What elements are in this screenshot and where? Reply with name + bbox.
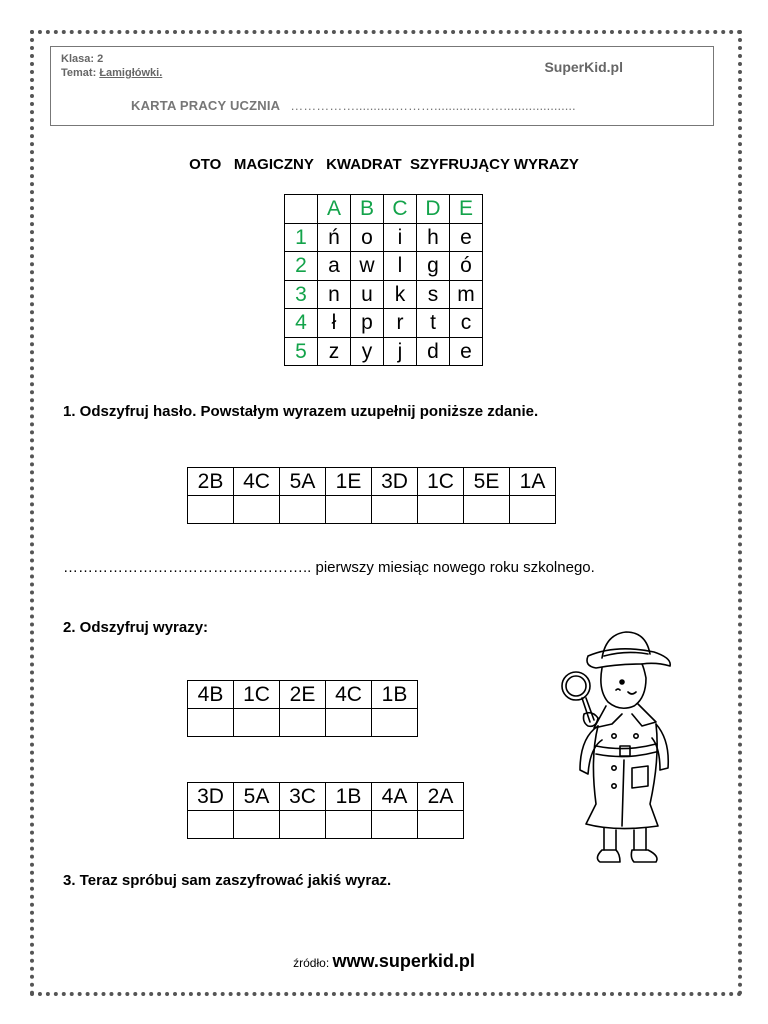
code-cell: 3D [372,468,418,496]
answer-cell[interactable] [510,496,556,524]
code-cell: 3C [280,783,326,811]
cipher-cell: p [351,309,384,338]
code-row [188,468,556,496]
brand-label: SuperKid.pl [544,59,623,75]
cipher-cell: e [450,337,483,366]
cipher-cell: i [384,223,417,252]
code-cell: 4C [326,681,372,709]
cipher-cell: c [450,309,483,338]
cipher-col-header: B [351,195,384,224]
cipher-cell: ń [318,223,351,252]
code-cell: 1E [326,468,372,496]
answer-cell[interactable] [326,496,372,524]
cipher-cell: g [417,252,450,281]
cipher-cell: n [318,280,351,309]
code-row [188,681,418,709]
answer-cell[interactable] [372,709,418,737]
sentence-text: pierwszy miesiąc nowego roku szkolnego. [311,559,595,576]
page-title: OTO MAGICZNY KWADRAT SZYFRUJĄCY WYRAZY [189,156,579,173]
answer-cell[interactable] [326,811,372,839]
code-cell: 1C [234,681,280,709]
answer-cell[interactable] [464,496,510,524]
cipher-square [284,194,483,366]
cipher-cell: ł [318,309,351,338]
cipher-cell: a [318,252,351,281]
answer-cell[interactable] [372,496,418,524]
sentence-fill-dots: ………………………………………….. [63,559,312,576]
cipher-cell: l [384,252,417,281]
cipher-cell: t [417,309,450,338]
cipher-row-header: 3 [285,280,318,309]
header-box [50,46,714,126]
cipher-corner-cell [285,195,318,224]
answer-cell[interactable] [234,709,280,737]
footer [0,951,768,972]
header-info [61,52,162,80]
cipher-row-header: 5 [285,337,318,366]
code-cell: 1B [326,783,372,811]
code-cell: 5A [234,783,280,811]
source-url: www.superkid.pl [332,951,475,971]
cipher-cell: k [384,280,417,309]
cipher-header-row [285,195,483,224]
task2-title: 2. Odszyfruj wyrazy: [63,619,209,636]
cipher-cell: e [450,223,483,252]
code-cell: 1A [510,468,556,496]
task3-title: 3. Teraz spróbuj sam zaszyfrować jakiś wyraz. [63,872,392,889]
cipher-cell: m [450,280,483,309]
code-cell: 4C [234,468,280,496]
code-cell: 5A [280,468,326,496]
code-cell: 5E [464,468,510,496]
klasa-label: Klasa: [61,53,95,65]
code-cell: 3D [188,783,234,811]
answer-cell[interactable] [188,709,234,737]
cipher-row-header: 4 [285,309,318,338]
answer-cell[interactable] [234,496,280,524]
code-cell: 2A [418,783,464,811]
cipher-col-header: E [450,195,483,224]
answer-cell[interactable] [188,811,234,839]
cipher-row-header: 2 [285,252,318,281]
worksheet-name-line [131,98,576,113]
cipher-cell: z [318,337,351,366]
cipher-cell: s [417,280,450,309]
cipher-row [285,252,483,281]
answer-cell[interactable] [188,496,234,524]
cipher-col-header: A [318,195,351,224]
task1-title: 1. Odszyfruj hasło. Powstałym wyrazem uzupełnij poniższe zdanie. [63,403,539,420]
answer-cell[interactable] [418,496,464,524]
cipher-cell: h [417,223,450,252]
answer-cell[interactable] [372,811,418,839]
temat-value: Łamigłówki. [99,67,163,79]
cipher-row [285,280,483,309]
source-label: źródło: [293,956,333,970]
code-cell: 4A [372,783,418,811]
code-row [188,783,464,811]
answer-row [188,811,464,839]
cipher-cell: r [384,309,417,338]
task1-code-table [187,467,556,524]
cipher-row [285,223,483,252]
cipher-cell: o [351,223,384,252]
klasa-value: 2 [97,53,104,65]
cipher-cell: ó [450,252,483,281]
cipher-cell: w [351,252,384,281]
code-cell: 4B [188,681,234,709]
answer-cell[interactable] [418,811,464,839]
answer-cell[interactable] [280,811,326,839]
karta-label: KARTA PRACY UCZNIA [131,98,281,113]
task2-word2-table [187,782,464,839]
cipher-cell: y [351,337,384,366]
cipher-col-header: D [417,195,450,224]
temat-label: Temat: [61,67,97,79]
cipher-cell: j [384,337,417,366]
detective-illustration [546,628,696,868]
code-cell: 1B [372,681,418,709]
cipher-row [285,337,483,366]
answer-row [188,709,418,737]
answer-cell[interactable] [234,811,280,839]
cipher-row-header: 1 [285,223,318,252]
answer-cell[interactable] [326,709,372,737]
answer-cell[interactable] [280,709,326,737]
task1-sentence [63,559,595,576]
name-fill-dots: ……………...........………............…….................... [290,98,576,113]
cipher-cell: u [351,280,384,309]
answer-row [188,496,556,524]
task2-word1-table [187,680,418,737]
code-cell: 1C [418,468,464,496]
cipher-row [285,309,483,338]
code-cell: 2B [188,468,234,496]
answer-cell[interactable] [280,496,326,524]
cipher-col-header: C [384,195,417,224]
code-cell: 2E [280,681,326,709]
cipher-cell: d [417,337,450,366]
